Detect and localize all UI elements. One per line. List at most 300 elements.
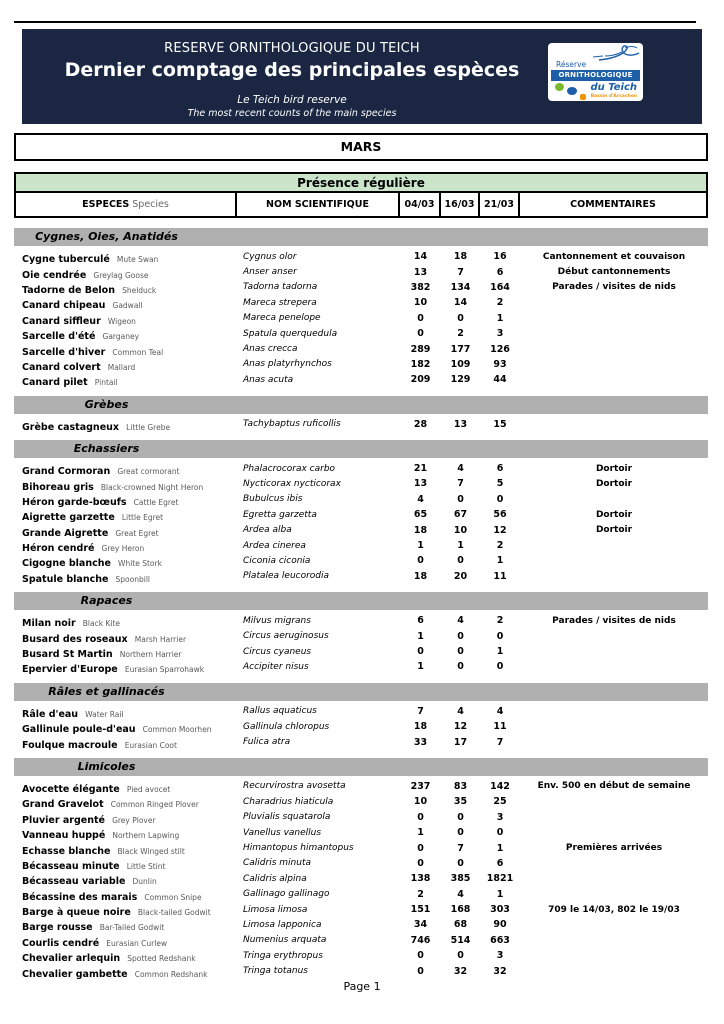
count-date-1: 13: [413, 478, 428, 490]
scientific-name-cell: Ciconia ciconia: [243, 555, 311, 566]
section-rows: [14, 461, 708, 584]
species-name-en: Common Moorhen: [142, 725, 212, 735]
count-date-3: 12: [493, 524, 507, 536]
species-name-en: Common Teal: [112, 347, 164, 357]
count-date-2: 514: [450, 934, 471, 946]
species-name-fr: Bihoreau gris: [22, 481, 94, 493]
species-name-en: Pied avocet: [126, 784, 171, 794]
count-date-3: 0: [496, 630, 504, 642]
count-date-1: 0: [417, 811, 424, 823]
count-date-3: 6: [496, 463, 504, 475]
count-date-1: 1: [417, 540, 424, 552]
section-rows: [14, 613, 708, 675]
count-date-2: 13: [453, 418, 468, 430]
species-name-fr: Courlis cendré: [22, 937, 100, 949]
count-date-3: 303: [490, 904, 510, 916]
species-name-en: Great cormorant: [117, 467, 180, 477]
count-date-2: 0: [457, 661, 464, 673]
col-header-commentaires: COMMENTAIRES: [570, 199, 656, 210]
logo-orange-dot: [580, 94, 586, 100]
count-date-3: 3: [496, 950, 504, 962]
count-date-3: 3: [496, 328, 504, 340]
reserve-logo: [548, 43, 643, 101]
species-name-fr: Echasse blanche: [22, 845, 111, 857]
count-date-3: 93: [493, 358, 507, 370]
species-name-en: Little Stint: [126, 861, 166, 871]
count-date-1: 33: [413, 736, 428, 748]
scientific-name-cell: Circus cyaneus: [243, 646, 312, 657]
species-name-fr: Grand Gravelot: [22, 799, 104, 811]
section-rows: [14, 249, 708, 388]
scientific-name-cell: Limosa lapponica: [243, 919, 322, 930]
count-date-3: 1: [496, 312, 504, 324]
scientific-name-cell: Gallinula chloropus: [243, 721, 330, 732]
count-date-2: 20: [453, 570, 468, 582]
count-date-3: 1: [496, 646, 504, 657]
species-name-en: Common Redshank: [134, 969, 208, 979]
logo-text-ornithologique: ORNITHOLOGIQUE: [551, 70, 640, 81]
comment-cell: 709 le 14/03, 802 le 19/03: [548, 904, 680, 915]
species-name-fr: Grand Cormoran: [22, 466, 111, 478]
count-date-2: 10: [453, 524, 468, 536]
scientific-name-cell: Milvus migrans: [243, 615, 311, 626]
species-name-en: Grey Plover: [112, 815, 156, 825]
count-date-3: 90: [493, 919, 507, 931]
count-date-1: 382: [410, 281, 431, 293]
count-date-2: 67: [453, 509, 468, 521]
count-date-1: 14: [413, 251, 428, 263]
col-header-date-2: 16/03: [441, 193, 480, 216]
species-name-en: Black-tailed Godwit: [137, 908, 211, 918]
scientific-name-cell: Ardea cinerea: [243, 540, 306, 551]
scientific-name-cell: Ardea alba: [243, 525, 292, 536]
count-date-1: 13: [413, 266, 428, 278]
section-header-bar: [14, 758, 708, 776]
count-date-3: 5: [496, 478, 504, 490]
count-date-2: 0: [457, 827, 464, 839]
scientific-name-cell: Spatula querquedula: [243, 328, 338, 339]
table-body: [14, 228, 708, 987]
logo-text-reserve: Réserve: [556, 60, 587, 69]
scientific-name-cell: Limosa limosa: [243, 904, 308, 915]
scientific-name-cell: Gallinago gallinago: [243, 889, 330, 900]
count-date-1: 18: [413, 570, 428, 582]
species-name-fr: Râle d'eau: [22, 708, 79, 720]
scientific-name-cell: Anas crecca: [243, 344, 298, 355]
species-name-en: Black-crowned Night Heron: [100, 482, 204, 492]
species-name-fr: Milan noir: [22, 618, 76, 630]
species-name-en: Greylag Goose: [93, 270, 149, 280]
comment-cell: Cantonnement et couvaison: [542, 251, 686, 262]
section-title: Echassiers: [73, 441, 140, 455]
section-title: Limicoles: [77, 759, 136, 773]
section-header-bar: [14, 592, 708, 610]
species-name-en: White Stork: [118, 559, 162, 569]
col-header-nom-scientifique: NOM SCIENTIFIQUE: [237, 193, 400, 216]
scientific-name-cell: Rallus aquaticus: [243, 706, 317, 717]
species-section: [14, 592, 708, 675]
species-name-en: Marsh Harrier: [134, 634, 187, 644]
species-name-fr: Chevalier gambette: [22, 968, 128, 980]
count-date-2: 168: [450, 904, 471, 916]
species-name-fr: Aigrette garzette: [22, 512, 115, 524]
scientific-name-cell: Himantopus himantopus: [243, 843, 354, 854]
col-header-date-1: 04/03: [400, 193, 441, 216]
species-name-fr: Chevalier arlequin: [22, 953, 121, 965]
count-date-2: 68: [453, 919, 468, 931]
count-date-1: 7: [417, 705, 424, 717]
species-name-cell: [14, 962, 237, 981]
comment-cell: Début cantonnements: [557, 267, 671, 278]
count-date-1: 182: [410, 358, 431, 370]
species-name-en: Cattle Egret: [133, 497, 179, 507]
species-name-en: Little Grebe: [126, 422, 171, 432]
count-date-3: 4: [496, 705, 504, 717]
count-date-1: 28: [413, 418, 428, 430]
count-date-3: 32: [493, 965, 507, 977]
count-date-3: 0: [496, 493, 504, 505]
species-name-fr: Oie cendrée: [22, 269, 87, 281]
species-section: [14, 396, 708, 432]
species-name-fr: Gallinule poule-d'eau: [22, 724, 136, 736]
page-number: Page 1: [343, 980, 381, 993]
scientific-name-cell: Cygnus olor: [243, 251, 297, 262]
section-title: Râles et gallinacés: [48, 684, 165, 698]
species-name-en: Wigeon: [107, 316, 136, 326]
subtitle-english-2: The most recent counts of the main species: [187, 108, 397, 119]
comment-cell: Parades / visites de nids: [552, 282, 676, 293]
species-name-en: Spotted Redshank: [127, 954, 196, 964]
count-date-1: 0: [417, 646, 424, 657]
count-date-1: 0: [417, 965, 424, 977]
count-date-2: 12: [453, 721, 468, 733]
species-row: [14, 417, 708, 432]
species-name-fr: Héron garde-bœufs: [22, 496, 127, 508]
logo-text-du-teich: du Teich: [590, 82, 637, 93]
logo-text-bassin: Bassin d'Arcachon: [590, 94, 637, 99]
scientific-name-cell: Anas platyrhynchos: [243, 359, 332, 370]
species-name-en: Dunlin: [132, 877, 157, 887]
count-date-1: 2: [417, 888, 424, 900]
section-header-bar: [14, 440, 708, 458]
count-date-2: 0: [457, 312, 464, 324]
scientific-name-cell: Fulica atra: [243, 737, 291, 748]
count-date-3: 16: [493, 251, 507, 263]
species-name-fr: Canard pilet: [22, 377, 88, 389]
count-date-3: 56: [493, 509, 507, 521]
species-name-en: Northern Lapwing: [112, 831, 180, 841]
species-name-en: Common Ringed Plover: [110, 800, 199, 810]
species-name-fr: Pluvier argenté: [22, 814, 105, 826]
header-text: [22, 29, 562, 119]
count-date-1: 151: [410, 904, 431, 916]
species-section: [14, 228, 708, 388]
table-header: [14, 172, 708, 218]
species-name-fr: Canard colvert: [22, 361, 101, 373]
count-date-2: 7: [457, 842, 464, 854]
section-title: Grèbes: [84, 397, 129, 411]
comment-cell: Parades / visites de nids: [552, 615, 676, 626]
scientific-name-cell: Calidris alpina: [243, 873, 307, 884]
section-rows: [14, 779, 708, 979]
species-name-en: Little Egret: [121, 513, 164, 523]
species-name-fr: Héron cendré: [22, 543, 95, 555]
scientific-name-cell: Egretta garzetta: [243, 509, 317, 520]
species-name-fr: Canard chipeau: [22, 300, 106, 312]
species-name-fr: Bécasseau minute: [22, 860, 120, 872]
species-name-fr: Epervier d'Europe: [22, 664, 118, 676]
count-date-3: 6: [496, 266, 504, 278]
species-name-fr: Busard des roseaux: [22, 633, 128, 645]
section-header-bar: [14, 396, 708, 414]
count-date-3: 1: [496, 555, 504, 567]
count-date-3: 2: [496, 615, 504, 627]
count-date-2: 32: [453, 965, 468, 977]
column-header-row: [16, 193, 706, 216]
species-row: [14, 963, 708, 978]
count-date-3: 3: [496, 811, 504, 823]
col-header-especes: [16, 193, 237, 216]
comment-cell: Dortoir: [595, 509, 633, 520]
count-date-1: 10: [413, 297, 428, 309]
count-date-1: 18: [413, 721, 428, 733]
count-date-3: 25: [493, 796, 507, 808]
header-band: [22, 29, 702, 124]
species-name-en: Mallard: [107, 362, 136, 372]
count-date-2: 0: [457, 811, 464, 823]
count-date-1: 1: [417, 827, 424, 839]
section-title: Rapaces: [80, 594, 133, 608]
species-row: [14, 659, 708, 674]
species-name-fr: Grèbe castagneux: [22, 421, 120, 433]
count-date-2: 4: [457, 615, 464, 627]
species-name-cell: [14, 415, 237, 434]
scientific-name-cell: Mareca penelope: [243, 313, 321, 324]
count-date-1: 0: [417, 842, 424, 854]
species-row: [14, 372, 708, 387]
species-name-en: Spoonbill: [115, 574, 150, 584]
species-name-fr: Grande Aigrette: [22, 527, 109, 539]
count-date-2: 4: [457, 888, 464, 900]
section-header-bar: [14, 228, 708, 246]
count-date-3: 44: [493, 374, 507, 386]
section-header-bar: [14, 683, 708, 701]
species-name-en: Water Rail: [85, 709, 124, 719]
count-date-1: 0: [417, 950, 424, 962]
count-date-1: 4: [417, 493, 424, 505]
species-name-fr: Barge à queue noire: [22, 907, 131, 919]
species-name-en: Black Kite: [82, 619, 121, 629]
count-date-2: 385: [450, 873, 471, 885]
count-date-2: 0: [457, 555, 464, 567]
count-date-3: 663: [490, 934, 510, 946]
count-date-1: 0: [417, 328, 424, 340]
count-date-1: 10: [413, 796, 428, 808]
col-header-date-3: 21/03: [480, 193, 520, 216]
count-date-1: 138: [410, 873, 431, 885]
subtitle-english-1: Le Teich bird reserve: [237, 94, 347, 106]
count-date-1: 1: [417, 630, 424, 642]
species-name-fr: Vanneau huppé: [22, 830, 106, 842]
count-date-1: 0: [417, 312, 424, 324]
scientific-name-cell: Anser anser: [243, 267, 297, 278]
scientific-name-cell: Mareca strepera: [243, 297, 317, 308]
comment-cell: Dortoir: [595, 463, 633, 474]
species-name-en: Black Winged stilt: [117, 846, 185, 856]
count-date-2: 129: [450, 374, 471, 386]
col-header-especes-fr: ESPECES: [82, 199, 130, 210]
comment-cell: Dortoir: [595, 478, 633, 489]
count-date-1: 289: [410, 343, 431, 355]
scientific-name-cell: Numenius arquata: [243, 935, 327, 946]
count-date-3: 6: [496, 857, 504, 869]
species-name-fr: Tadorne de Belon: [22, 284, 115, 296]
count-date-2: 7: [457, 266, 464, 278]
scientific-name-cell: Accipiter nisus: [243, 661, 309, 672]
species-section: [14, 758, 708, 979]
logo-blue-dot: [567, 87, 577, 95]
species-name-cell: [14, 733, 237, 752]
count-date-2: 4: [457, 705, 464, 717]
scientific-name-cell: Tachybaptus ruficollis: [243, 419, 341, 430]
species-name-fr: Cygne tuberculé: [22, 254, 110, 266]
count-date-1: 0: [417, 555, 424, 567]
species-name-cell: [14, 657, 237, 676]
scientific-name-cell: Pluvialis squatarola: [243, 812, 331, 823]
species-name-fr: Sarcelle d'été: [22, 331, 96, 343]
scientific-name-cell: Platalea leucorodia: [243, 571, 330, 582]
species-row: [14, 569, 708, 584]
count-date-1: 209: [410, 374, 431, 386]
species-name-en: Shelduck: [122, 285, 157, 295]
count-date-1: 0: [417, 857, 424, 869]
species-name-fr: Bécassine des marais: [22, 891, 138, 903]
species-name-cell: [14, 370, 237, 389]
count-date-3: 1821: [486, 873, 514, 885]
count-date-1: 6: [417, 615, 424, 627]
count-date-3: 2: [496, 540, 504, 552]
species-section: [14, 440, 708, 584]
count-date-1: 34: [413, 919, 428, 931]
count-date-1: 21: [413, 463, 428, 475]
count-date-2: 35: [453, 796, 468, 808]
count-date-3: 7: [496, 736, 504, 748]
count-date-1: 237: [410, 780, 431, 792]
species-name-cell: [14, 567, 237, 586]
count-date-2: 83: [453, 780, 468, 792]
species-name-fr: Barge rousse: [22, 922, 93, 934]
count-date-3: 0: [496, 661, 504, 673]
scientific-name-cell: Recurvirostra avosetta: [243, 781, 346, 792]
count-date-2: 17: [453, 736, 468, 748]
section-rows: [14, 704, 708, 750]
species-name-en: Northern Harrier: [119, 650, 182, 660]
species-name-fr: Avocette élégante: [22, 783, 120, 795]
count-date-2: 2: [457, 328, 464, 340]
species-section: [14, 683, 708, 750]
species-name-en: Eurasian Coot: [124, 740, 177, 750]
count-date-2: 0: [457, 857, 464, 869]
top-rule: [14, 21, 696, 23]
count-date-1: 1: [417, 661, 424, 673]
species-name-en: Eurasian Sparrohawk: [124, 665, 205, 675]
species-name-en: Garganey: [102, 332, 140, 342]
section-rows: [14, 417, 708, 432]
count-date-2: 4: [457, 463, 464, 475]
scientific-name-cell: Phalacrocorax carbo: [243, 463, 336, 474]
count-date-2: 0: [457, 630, 464, 642]
species-name-en: Great Egret: [115, 528, 159, 538]
count-date-2: 177: [450, 343, 471, 355]
species-name-fr: Bécasseau variable: [22, 876, 126, 888]
scientific-name-cell: Anas acuta: [243, 374, 294, 385]
count-date-3: 164: [490, 281, 510, 293]
count-date-3: 142: [490, 780, 510, 792]
count-date-3: 126: [490, 343, 510, 355]
count-date-2: 14: [453, 297, 468, 309]
count-date-2: 1: [457, 540, 464, 552]
logo-green-dot: [555, 83, 564, 91]
presence-reguliere-bar: Présence régulière: [16, 174, 706, 193]
count-date-3: 0: [496, 827, 504, 839]
comment-cell: Env. 500 en début de semaine: [537, 781, 691, 792]
count-date-2: 0: [457, 493, 464, 505]
scientific-name-cell: Charadrius hiaticula: [243, 796, 334, 807]
count-date-3: 1: [496, 888, 504, 900]
count-date-3: 11: [493, 721, 507, 733]
count-date-2: 0: [457, 646, 464, 657]
count-date-2: 0: [457, 950, 464, 962]
species-name-en: Grey Heron: [101, 544, 145, 554]
reserve-name: RESERVE ORNITHOLOGIQUE DU TEICH: [164, 41, 420, 56]
count-date-3: 1: [496, 842, 504, 854]
count-date-2: 18: [453, 251, 468, 263]
species-name-fr: Foulque macroule: [22, 739, 118, 751]
species-name-en: Mute Swan: [116, 255, 159, 265]
species-name-fr: Spatule blanche: [22, 573, 109, 585]
scientific-name-cell: Vanellus vanellus: [243, 827, 322, 838]
scientific-name-cell: Tadorna tadorna: [243, 282, 318, 293]
count-date-1: 65: [413, 509, 428, 521]
count-date-1: 746: [410, 934, 431, 946]
count-date-2: 134: [450, 281, 471, 293]
col-header-especes-en: Species: [132, 199, 169, 210]
bird-icon: [579, 44, 641, 64]
count-date-3: 2: [496, 297, 504, 309]
species-name-en: Eurasian Curlew: [106, 938, 168, 948]
species-name-fr: Canard siffleur: [22, 315, 101, 327]
species-name-en: Bar-Tailed Godwit: [99, 923, 165, 933]
species-name-fr: Sarcelle d'hiver: [22, 346, 106, 358]
species-name-en: Gadwall: [112, 301, 143, 311]
section-title: Cygnes, Oies, Anatidés: [35, 230, 178, 243]
comment-cell: Premières arrivées: [565, 843, 663, 854]
count-date-3: 15: [493, 418, 507, 430]
scientific-name-cell: Calidris minuta: [243, 858, 311, 869]
count-date-3: 11: [493, 570, 507, 582]
species-name-en: Pintail: [94, 378, 118, 388]
comment-cell: Dortoir: [595, 525, 633, 536]
count-date-2: 7: [457, 478, 464, 490]
count-date-1: 18: [413, 524, 428, 536]
document-title: Dernier comptage des principales espèces: [64, 59, 520, 81]
species-row: [14, 734, 708, 749]
scientific-name-cell: Nycticorax nycticorax: [243, 478, 341, 489]
species-name-fr: Busard St Martin: [22, 649, 113, 661]
count-date-2: 109: [450, 358, 471, 370]
scientific-name-cell: Tringa erythropus: [243, 950, 323, 961]
scientific-name-cell: Bubulcus ibis: [243, 494, 303, 505]
